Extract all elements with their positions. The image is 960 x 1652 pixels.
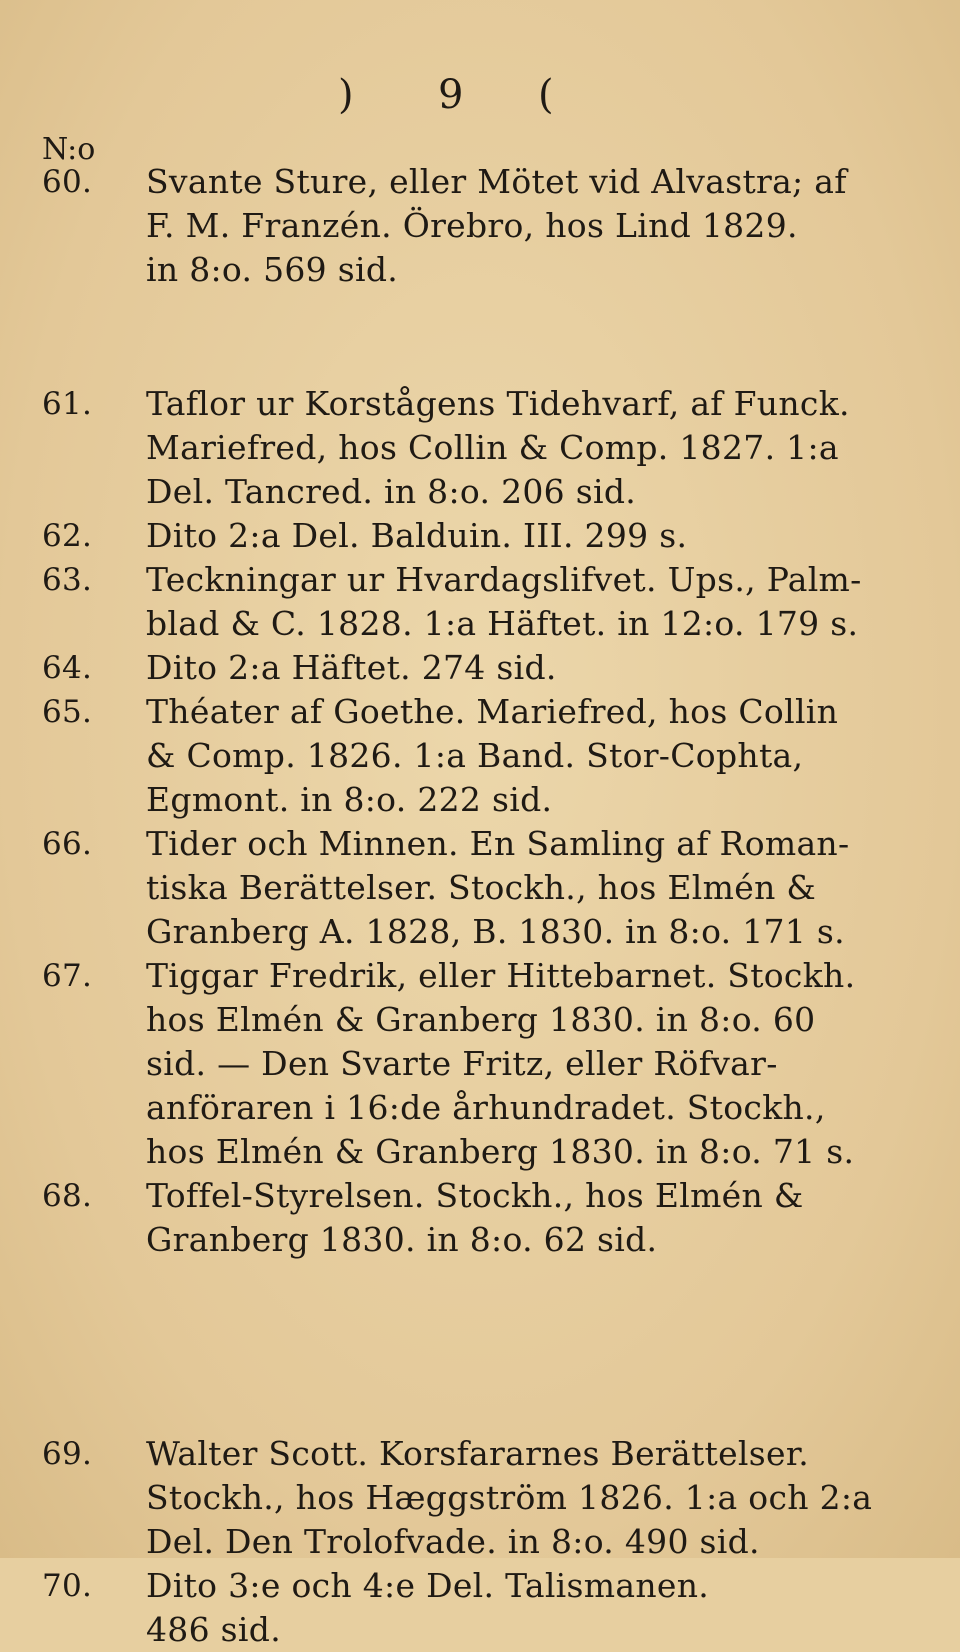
catalog-entry bbox=[0, 1432, 960, 1564]
catalog-entry bbox=[0, 646, 960, 690]
catalog-entry bbox=[0, 822, 960, 954]
catalog-entries bbox=[0, 160, 960, 1652]
entry-line: Del. Den Trolofvade. in 8:o. 490 sid. bbox=[146, 1522, 760, 1561]
entry-number: 62. bbox=[42, 518, 93, 554]
entry-line: Del. Tancred. in 8:o. 206 sid. bbox=[146, 472, 637, 511]
entry-number: 63. bbox=[42, 562, 93, 598]
entry-line: Egmont. in 8:o. 222 sid. bbox=[146, 780, 553, 819]
entry-line: Dito 2:a Del. Balduin. III. 299 s. bbox=[146, 516, 688, 555]
catalog-entry bbox=[0, 1174, 960, 1262]
entry-number: 70. bbox=[42, 1568, 93, 1604]
entry-number: 65. bbox=[42, 694, 93, 730]
entry-line: Toffel-Styrelsen. Stockh., hos Elmén & bbox=[146, 1176, 804, 1215]
entry-number: 67. bbox=[42, 958, 93, 994]
catalog-entry bbox=[0, 382, 960, 514]
entry-line: Tider och Minnen. En Samling af Roman- bbox=[146, 824, 850, 863]
page-number: 9 bbox=[438, 72, 464, 118]
catalog-entry bbox=[0, 558, 960, 646]
entry-line: Granberg A. 1828, B. 1830. in 8:o. 171 s. bbox=[146, 912, 845, 951]
entry-number: 68. bbox=[42, 1178, 93, 1214]
entry-line: Théater af Goethe. Mariefred, hos Collin bbox=[146, 692, 839, 731]
entry-line: & Comp. 1826. 1:a Band. Stor-Cophta, bbox=[146, 736, 804, 775]
catalog-entry bbox=[0, 1564, 960, 1652]
entry-line: Stockh., hos Hæggström 1826. 1:a och 2:a bbox=[146, 1478, 873, 1517]
entry-line: Mariefred, hos Collin & Comp. 1827. 1:a bbox=[146, 428, 839, 467]
entry-number: 69. bbox=[42, 1436, 93, 1472]
entry-line: hos Elmén & Granberg 1830. in 8:o. 60 bbox=[146, 1000, 816, 1039]
entry-line: Svante Sture, eller Mötet vid Alvastra; af bbox=[146, 162, 847, 201]
entry-line: anföraren i 16:de århundradet. Stockh., bbox=[146, 1088, 826, 1127]
page-header bbox=[0, 72, 960, 132]
entry-line: Walter Scott. Korsfararnes Berättelser. bbox=[146, 1434, 810, 1473]
entry-line: hos Elmén & Granberg 1830. in 8:o. 71 s. bbox=[146, 1132, 855, 1171]
catalog-entry bbox=[0, 954, 960, 1174]
header-right-bracket: ( bbox=[538, 72, 554, 118]
number-column-label: N:o bbox=[42, 132, 96, 167]
entry-line: blad & C. 1828. 1:a Häftet. in 12:o. 179 s. bbox=[146, 604, 859, 643]
entry-number: 64. bbox=[42, 650, 93, 686]
entry-line: Dito 2:a Häftet. 274 sid. bbox=[146, 648, 557, 687]
entry-line: F. M. Franzén. Örebro, hos Lind 1829. bbox=[146, 206, 798, 245]
entry-number: 66. bbox=[42, 826, 93, 862]
entry-line: Tiggar Fredrik, eller Hittebarnet. Stockh. bbox=[146, 956, 856, 995]
entry-line: Dito 3:e och 4:e Del. Talismanen. bbox=[146, 1566, 710, 1605]
entry-line: Teckningar ur Hvardagslifvet. Ups., Palm- bbox=[146, 560, 862, 599]
entry-number: 60. bbox=[42, 164, 93, 200]
entry-line: tiska Berättelser. Stockh., hos Elmén & bbox=[146, 868, 817, 907]
entry-line: Granberg 1830. in 8:o. 62 sid. bbox=[146, 1220, 658, 1259]
entry-line: 486 sid. bbox=[146, 1610, 281, 1649]
header-left-bracket: ) bbox=[338, 72, 354, 118]
entry-line: sid. — Den Svarte Fritz, eller Röfvar- bbox=[146, 1044, 778, 1083]
entry-line: Taflor ur Korstågens Tidehvarf, af Funck. bbox=[146, 384, 850, 423]
catalog-entry bbox=[0, 514, 960, 558]
catalog-entry bbox=[0, 690, 960, 822]
catalog-entry bbox=[0, 160, 960, 292]
entry-line: in 8:o. 569 sid. bbox=[146, 250, 399, 289]
entry-number: 61. bbox=[42, 386, 93, 422]
